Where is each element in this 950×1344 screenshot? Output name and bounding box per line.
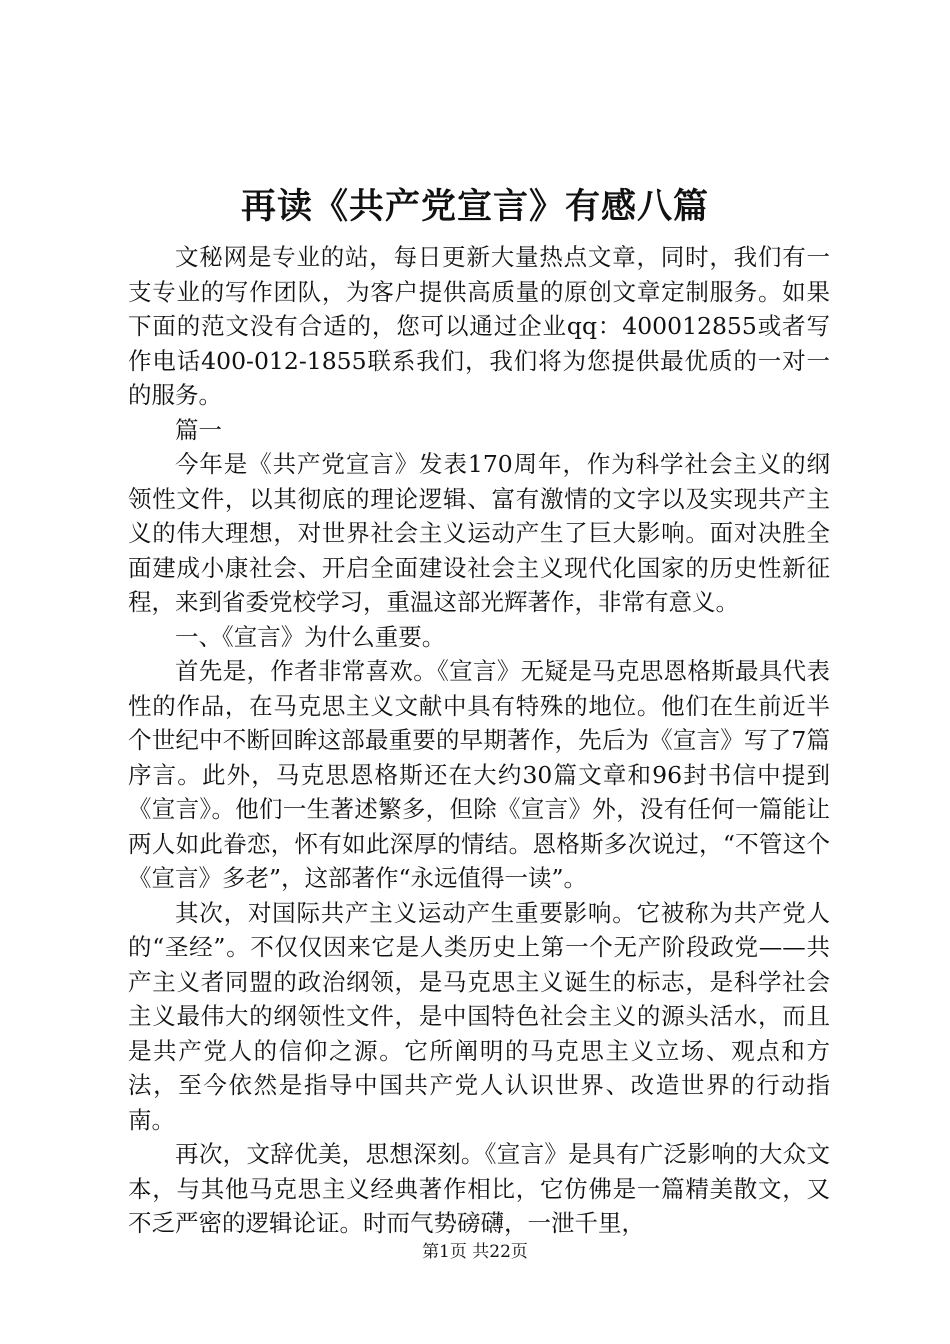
body-paragraph: 其次，对国际共产主义运动产生重要影响。它被称为共产党人的“圣经”。不仅仅因来它是人类历史上第一个无产阶段政党——共产主义者同盟的政治纲领，是马克思主义诞生的标志，是科学社会主义最伟大的纲领性文件，是中国特色社会主义的源头活水，而且是共产党人的信仰之源。它所阐明的马克思主义立场、观点和方法，至今依然是指导中国共产党人认识世界、改造世界的行动指南。 [128,898,830,1134]
document-body [128,240,830,1241]
subsection-heading: 一、《宣言》为什么重要。 [175,622,446,651]
section-heading: 篇一 [175,415,222,444]
body-paragraph: 首先是，作者非常喜欢。《宣言》无疑是马克思恩格斯最具代表性的作品，在马克思主义文献中具有特殊的地位。他们在生前近半个世纪中不断回眸这部最重要的早期著作，先后为《宣言》写了7篇序言。此外，马克思恩格斯还在大约30篇文章和96封书信中提到《宣言》。他们一生著述繁多，但除《宣言》外，没有任何一篇能让两人如此眷恋，怀有如此深厚的情结。恩格斯多次说过，“不管这个《宣言》多老”，这部著作“永远值得一读”。 [128,657,830,892]
document-title: 再读《共产党宣言》有感八篇 [240,186,709,227]
body-paragraph: 今年是《共产党宣言》发表170周年，作为科学社会主义的纲领性文件，以其彻底的理论逻辑、富有激情的文字以及实现共产主义的伟大理想，对世界社会主义运动产生了巨大影响。面对决胜全面建成小康社会、开启全面建设社会主义现代化国家的历史性新征程，来到省委党校学习，重温这部光辉著作，非常有意义。 [128,450,830,616]
intro-paragraph: 文秘网是专业的站，每日更新大量热点文章，同时，我们有一支专业的写作团队，为客户提供高质量的原创文章定制服务。如果下面的范文没有合适的，您可以通过企业qq：400012855或者写作电话400-012-1855联系我们，我们将为您提供最优质的一对一的服务。 [128,243,830,409]
body-paragraph: 再次，文辞优美，思想深刻。《宣言》是具有广泛影响的大众文本，与其他马克思主义经典著作相比，它仿佛是一篇精美散文，又不乏严密的逻辑论证。时而气势磅礴，一泄千里， [128,1140,830,1237]
page-number-footer: 第1页 共22页 [422,1242,528,1262]
